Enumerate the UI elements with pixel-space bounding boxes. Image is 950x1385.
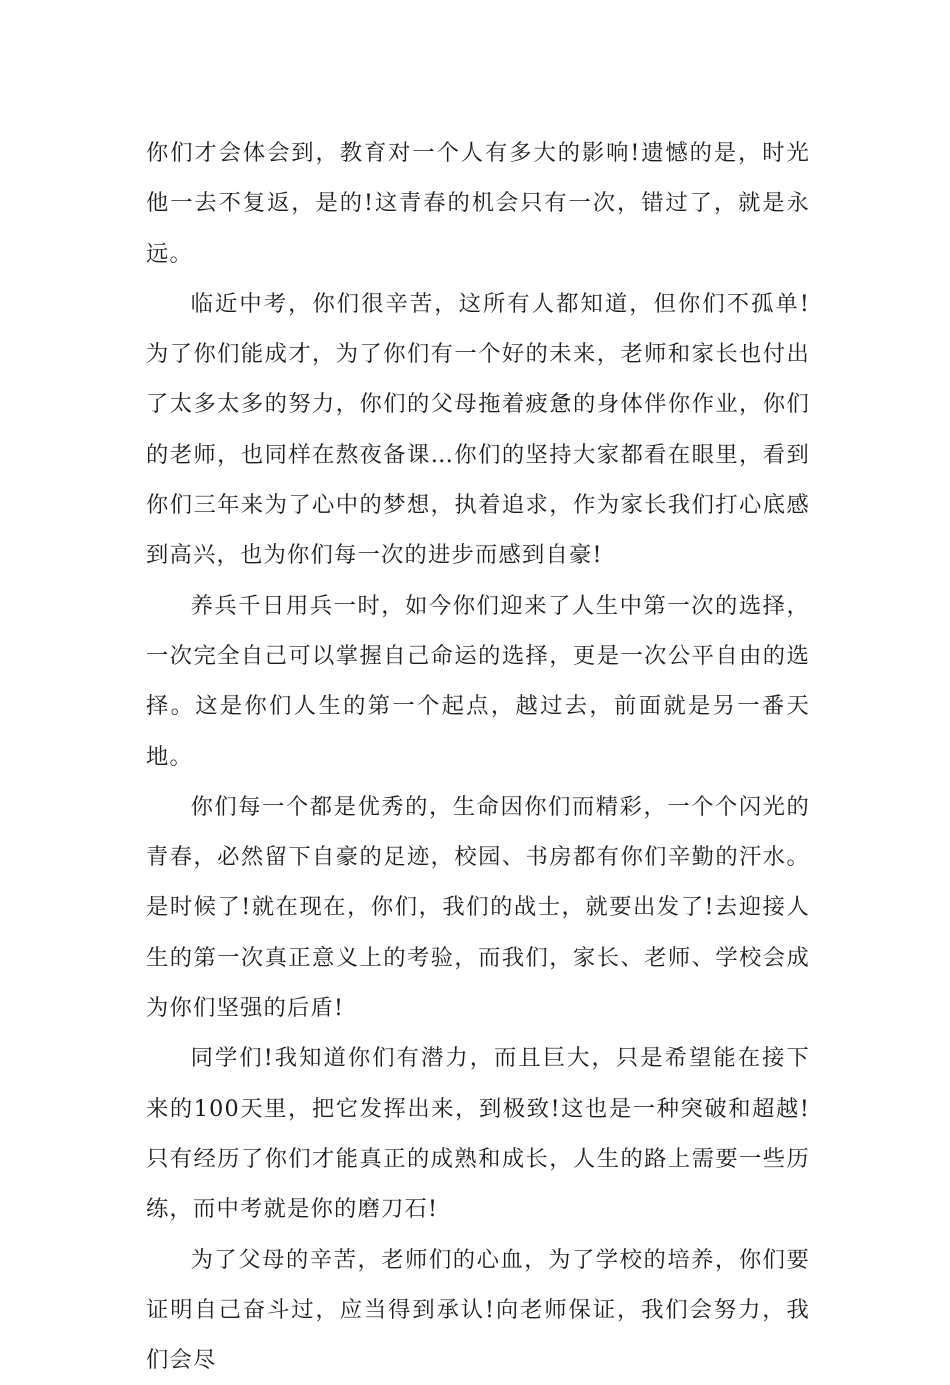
- document-body: [146, 128, 810, 1385]
- paragraph: 同学们!我知道你们有潜力，而且巨大，只是希望能在接下来的100天里，把它发挥出来，到极致!这也是一种突破和超越!只有经历了你们才能真正的成熟和成长，人生的路上需要一些历练，而中考就是你的磨刀石!: [146, 1045, 810, 1223]
- paragraph: 临近中考，你们很辛苦，这所有人都知道，但你们不孤单!为了你们能成才，为了你们有一个好的未来，老师和家长也付出了太多太多的努力，你们的父母拖着疲惫的身体伴你作业，你们的老师，也同样在熬夜备课…你们的坚持大家都看在眼里，看到你们三年来为了心中的梦想，执着追求，作为家长我们打心底感到高兴，也为你们每一次的进步而感到自豪!: [146, 290, 810, 569]
- paragraph: 为了父母的辛苦，老师们的心血，为了学校的培养，你们要证明自己奋斗过，应当得到承认!向老师保证，我们会努力，我们会尽: [146, 1246, 810, 1374]
- paragraph-continued: 你们才会体会到，教育对一个人有多大的影响!遗憾的是，时光他一去不复返，是的!这青春的机会只有一次，错过了，就是永远。: [146, 140, 810, 267]
- paragraph: 养兵千日用兵一时，如今你们迎来了人生中第一次的选择，一次完全自己可以掌握自己命运的选择，更是一次公平自由的选择。这是你们人生的第一个起点，越过去，前面就是另一番天地。: [146, 592, 810, 770]
- paragraph: 你们每一个都是优秀的，生命因你们而精彩，一个个闪光的青春，必然留下自豪的足迹，校园、书房都有你们辛勤的汗水。是时候了!就在现在，你们，我们的战士，就要出发了!去迎接人生的第一次真正意义上的考验，而我们，家长、老师、学校会成为你们坚强的后盾!: [146, 793, 810, 1022]
